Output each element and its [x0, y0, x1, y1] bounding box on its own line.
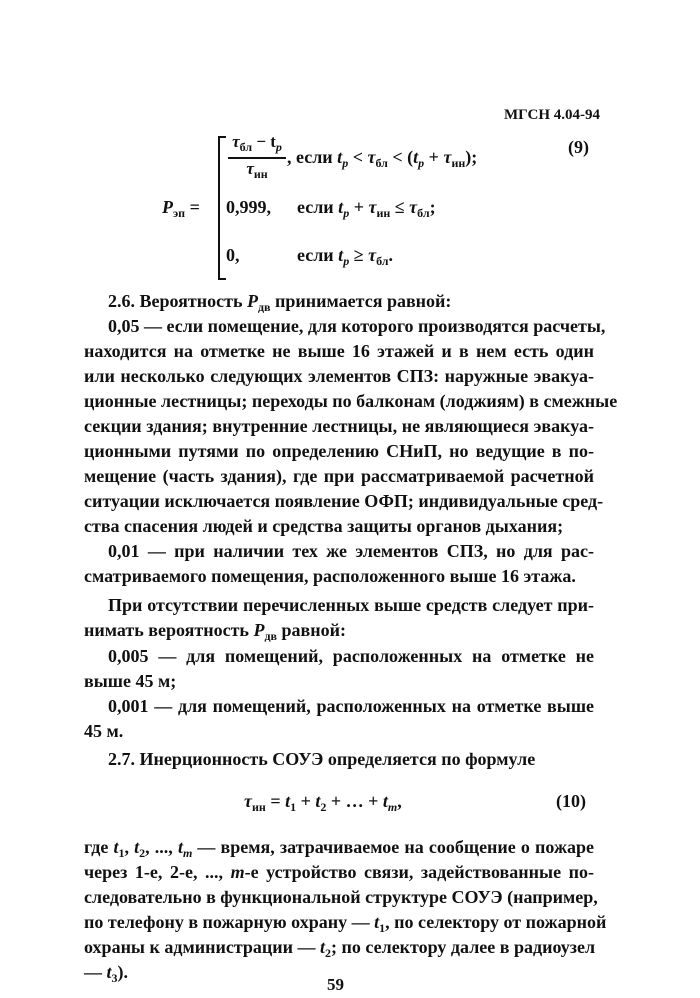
text-line: ционными путями по определению СНиП, но ведущие в по- [84, 441, 594, 461]
text-line: где $t_1$, $t_2$, ..., $t_m$ — время, затрачиваемое на сообщение о пожаре [84, 837, 595, 860]
text-line: по телефону в пожарную охрану — $t_1$, по селектору от пожарной [84, 912, 607, 935]
text-line: секции здания; внутренние лестницы, не являющиеся эвакуа- [84, 416, 594, 436]
formula-9-number: (9) [568, 137, 589, 157]
text-line: 0,001 — для помещений, расположенных на отметке выше [108, 696, 594, 716]
text-line: охраны к администрации — $t_2$; по селектору далее в радиоузел [84, 937, 596, 960]
text-line: находится на отметке не выше 16 этажей и в нем есть один [84, 341, 594, 361]
text-line: нимать вероятность $P_{дв}$ равной: [84, 620, 346, 643]
text-line: 0,05 — если помещение, для которого производятся расчеты, [108, 316, 606, 336]
text-line: При отсутствии перечисленных выше средств следует при- [108, 595, 594, 615]
text-line: 0,01 — при наличии тех же элементов СПЗ, но для рас- [108, 541, 594, 561]
text-line: — $t_3$). [84, 962, 129, 985]
text-line: следовательно в функциональной структуре СОУЭ (например, [84, 887, 598, 907]
formula-10-number: (10) [556, 791, 586, 811]
text-line: выше 45 м; [84, 671, 177, 691]
text-line: ства спасения людей и средства защиты органов дыхания; [84, 516, 564, 536]
formula-9-case3-condition: если $t_p \ge \tau_{бл}$. [297, 245, 394, 268]
formula-9-denominator: $\tau_{ин}$ [246, 159, 268, 181]
text-line: 45 м. [84, 721, 124, 741]
section-2-7-heading: 2.7. Инерционность СОУЭ определяется по формуле [108, 749, 536, 769]
text-line: ситуации исключается появление ОФП; индивидуальные сред- [84, 491, 604, 511]
formula-9-case2-value: 0,999, [226, 197, 271, 217]
text-line: ционные лестницы; переходы по балконам (лоджиям) в смежные [84, 391, 618, 411]
text-line: мещение (часть здания), где при рассматриваемой расчетной [84, 466, 594, 486]
page-number: 59 [327, 975, 344, 994]
formula-9-numerator: $\tau_{бл} - t_p$ [232, 132, 282, 154]
text-line: через 1-е, 2-е, ..., m-е устройство связи, задействованные по- [84, 862, 594, 882]
formula-9-case2-condition: если $t_p + \tau_{ин} \le \tau_{бл}$; [297, 197, 436, 220]
formula-9-brace [218, 136, 226, 280]
section-2-6-heading: 2.6. Вероятность $P_{дв}$ принимается равной: [108, 291, 452, 314]
text-line: сматриваемого помещения, расположенного выше 16 этажа. [84, 566, 576, 586]
formula-10: $\tau_{ин} = t_1 + t_2$ + … + $t_m$, [244, 791, 402, 814]
formula-9-lhs: $P_{эп}$ = [162, 197, 200, 220]
text-line: или несколько следующих элементов СПЗ: наружные эвакуа- [84, 366, 594, 386]
formula-9-case1-condition: , если $t_p < \tau_{бл} < (t_p + \tau_{ин})$; [287, 147, 478, 170]
document-code: МГСН 4.04-94 [504, 107, 600, 123]
text-line: 0,005 — для помещений, расположенных на отметке не [108, 646, 594, 666]
formula-9-case3-value: 0, [226, 245, 240, 265]
